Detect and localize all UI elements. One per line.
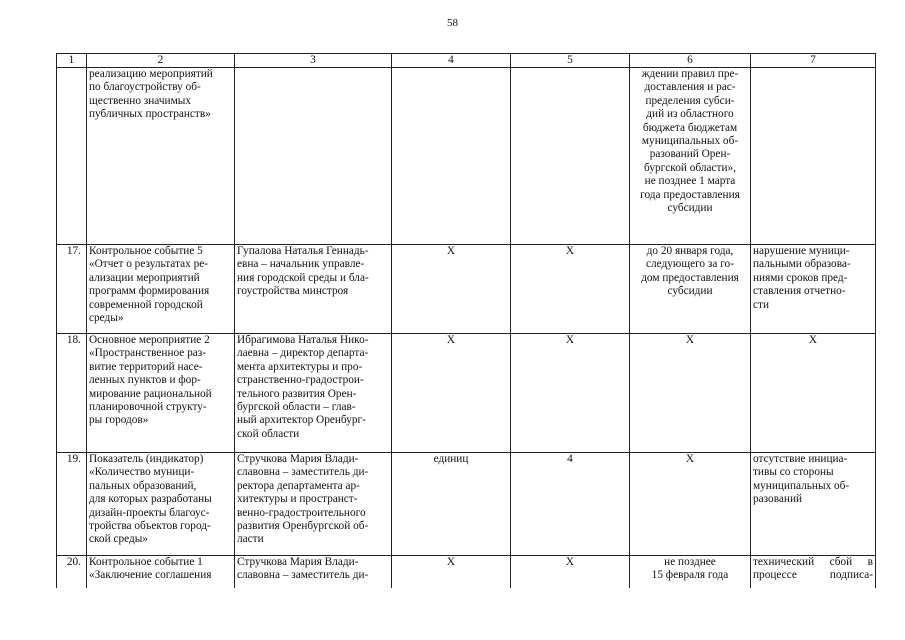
cell-line: мента архитектуры и про- bbox=[237, 360, 363, 373]
cell-line: «Заключение соглашения bbox=[89, 569, 212, 582]
cell-responsible bbox=[235, 334, 392, 453]
cell-line: реализацию мероприятий bbox=[89, 68, 213, 80]
data-table bbox=[56, 53, 876, 588]
table-row bbox=[57, 556, 876, 588]
column-header-5: 5 bbox=[511, 54, 630, 68]
cell-unit: X bbox=[392, 556, 511, 588]
cell-line: «Отчет о результатах ре- bbox=[89, 258, 208, 271]
cell-line: гоустройства минстроя bbox=[237, 285, 349, 298]
row-number: 18. bbox=[57, 334, 87, 453]
cell-line: лаевна – директор департа- bbox=[237, 347, 369, 360]
cell-line: до 20 января года, bbox=[646, 245, 734, 257]
cell-line: ры городов» bbox=[89, 414, 149, 427]
cell-line: пределения субси- bbox=[645, 94, 735, 107]
cell-line: разований bbox=[753, 493, 803, 506]
cell-line: венно-градостроительного bbox=[237, 506, 366, 519]
cell-value: 4 bbox=[511, 453, 630, 556]
cell-unit bbox=[392, 68, 511, 245]
cell-line: разований Орен- bbox=[649, 148, 731, 161]
cell-line: по благоустройству об- bbox=[89, 81, 201, 94]
cell-line: бургской области – глав- bbox=[237, 401, 356, 414]
cell-line: ный архитектор Оренбург- bbox=[237, 414, 366, 427]
column-header-6: 6 bbox=[630, 54, 751, 68]
cell-line: тивы со стороны bbox=[753, 466, 834, 479]
cell-line: ректора департамента ар- bbox=[237, 479, 360, 492]
cell-line: дизайн-проекты благоус- bbox=[89, 506, 210, 519]
cell-line: Основное мероприятие 2 bbox=[89, 334, 210, 346]
cell-line: тройства объектов город- bbox=[89, 520, 211, 533]
cell-line: пальных образований, bbox=[89, 479, 197, 492]
word: сбой bbox=[829, 556, 853, 568]
cell-responsible bbox=[235, 453, 392, 556]
cell-event bbox=[87, 245, 235, 334]
cell-line: субсидии bbox=[667, 285, 713, 298]
cell-risk bbox=[751, 556, 876, 588]
word: процессе bbox=[753, 569, 797, 582]
cell-responsible bbox=[235, 68, 392, 245]
cell-line: дом предоставления bbox=[641, 271, 739, 284]
cell-line: X bbox=[685, 453, 695, 465]
cell-line: ждении правил пре- bbox=[641, 68, 739, 80]
table-row bbox=[57, 68, 876, 245]
cell-deadline bbox=[630, 334, 751, 453]
cell-line: бюджета бюджетам bbox=[642, 121, 738, 134]
cell-line: щественно значимых bbox=[89, 94, 191, 107]
word: в bbox=[867, 556, 873, 568]
cell-line: ниями сроков пред- bbox=[753, 271, 848, 284]
row-number bbox=[57, 68, 87, 245]
cell-value bbox=[511, 68, 630, 245]
cell-risk bbox=[751, 334, 876, 453]
cell-deadline bbox=[630, 556, 751, 588]
cell-line: муниципальных об- bbox=[753, 479, 850, 492]
cell-event bbox=[87, 556, 235, 588]
cell-line: пальными образова- bbox=[753, 258, 851, 271]
cell-responsible bbox=[235, 245, 392, 334]
cell-risk bbox=[751, 245, 876, 334]
cell-line: мирование рациональной bbox=[89, 387, 212, 400]
cell-line: евна – начальник управле- bbox=[237, 258, 365, 271]
cell-line: Показатель (индикатор) bbox=[89, 453, 204, 465]
cell-risk bbox=[751, 68, 876, 245]
cell-line: 15 февраля года bbox=[651, 569, 729, 582]
cell-line: доставления и рас- bbox=[644, 81, 736, 94]
cell-line: бургской области», bbox=[644, 161, 736, 174]
word: подписа- bbox=[829, 569, 873, 582]
table-row bbox=[57, 245, 876, 334]
cell-line: сти bbox=[753, 298, 769, 311]
cell-line: Гупалова Наталья Геннадь- bbox=[237, 245, 369, 257]
cell-line: планировочной структу- bbox=[89, 401, 207, 414]
cell-responsible bbox=[235, 556, 392, 588]
cell-line: Ибрагимова Наталья Нико- bbox=[237, 334, 369, 346]
page-number: 58 bbox=[447, 17, 458, 29]
cell-line: программ формирования bbox=[89, 285, 210, 298]
cell-line: дий из областного bbox=[646, 108, 734, 121]
cell-risk bbox=[751, 453, 876, 556]
cell-line: ласти bbox=[237, 533, 264, 546]
cell-line: ской области bbox=[237, 427, 300, 440]
cell-line: не позднее bbox=[664, 556, 716, 568]
cell-deadline bbox=[630, 68, 751, 245]
cell-line: развития Оренбургской об- bbox=[237, 520, 369, 533]
table-header-row bbox=[57, 54, 876, 68]
cell-line: X bbox=[685, 334, 695, 346]
cell-line: Контрольное событие 5 bbox=[89, 245, 203, 257]
table-row bbox=[57, 453, 876, 556]
cell-line: витие территорий насе- bbox=[89, 360, 203, 373]
cell-line: муниципальных об- bbox=[641, 135, 739, 148]
row-number: 17. bbox=[57, 245, 87, 334]
column-header-3: 3 bbox=[235, 54, 392, 68]
column-header-7: 7 bbox=[751, 54, 876, 68]
cell-unit: X bbox=[392, 334, 511, 453]
cell-line: X bbox=[808, 334, 818, 346]
column-header-1: 1 bbox=[57, 54, 87, 68]
cell-deadline bbox=[630, 245, 751, 334]
cell-line: ния городской среды и бла- bbox=[237, 271, 369, 284]
cell-line: следующего за го- bbox=[646, 258, 734, 271]
column-header-2: 2 bbox=[87, 54, 235, 68]
cell-event bbox=[87, 68, 235, 245]
cell-line: славовна – заместитель ди- bbox=[237, 466, 369, 479]
cell-line: Стручкова Мария Влади- bbox=[237, 556, 359, 568]
cell-line: тельного развития Орен- bbox=[237, 387, 357, 400]
column-header-4: 4 bbox=[392, 54, 511, 68]
cell-line: не позднее 1 марта bbox=[644, 175, 736, 188]
cell-value: X bbox=[511, 334, 630, 453]
table-row bbox=[57, 334, 876, 453]
cell-unit: X bbox=[392, 245, 511, 334]
cell-line: для которых разработаны bbox=[89, 493, 212, 506]
cell-line: хитектуры и пространст- bbox=[237, 493, 358, 506]
cell-line: ской среды» bbox=[89, 533, 148, 546]
row-number: 20. bbox=[57, 556, 87, 588]
row-number: 19. bbox=[57, 453, 87, 556]
cell-event bbox=[87, 334, 235, 453]
cell-line: современной городской bbox=[89, 298, 203, 311]
cell-line: «Количество муници- bbox=[89, 466, 195, 479]
cell-line: отсутствие инициа- bbox=[753, 453, 848, 465]
cell-line: публичных пространств» bbox=[89, 108, 211, 121]
cell-line: странственно-градострои- bbox=[237, 374, 364, 387]
cell-line: года предоставления bbox=[640, 188, 740, 201]
word: технический bbox=[753, 556, 815, 568]
cell-line: «Пространственное раз- bbox=[89, 347, 207, 360]
cell-line bbox=[753, 569, 873, 582]
cell-line: Контрольное событие 1 bbox=[89, 556, 203, 568]
cell-line: ленных пунктов и фор- bbox=[89, 374, 201, 387]
cell-event bbox=[87, 453, 235, 556]
cell-line: ализации мероприятий bbox=[89, 271, 200, 284]
cell-value: X bbox=[511, 556, 630, 588]
cell-value: X bbox=[511, 245, 630, 334]
cell-line: нарушение муници- bbox=[753, 245, 850, 257]
cell-line bbox=[753, 556, 873, 569]
cell-line: ставления отчетно- bbox=[753, 285, 846, 298]
cell-line: среды» bbox=[89, 312, 124, 325]
cell-line: субсидии bbox=[667, 202, 713, 215]
cell-unit: единиц bbox=[392, 453, 511, 556]
cell-line: славовна – заместитель ди- bbox=[237, 569, 369, 582]
cell-deadline bbox=[630, 453, 751, 556]
cell-line: Стручкова Мария Влади- bbox=[237, 453, 359, 465]
